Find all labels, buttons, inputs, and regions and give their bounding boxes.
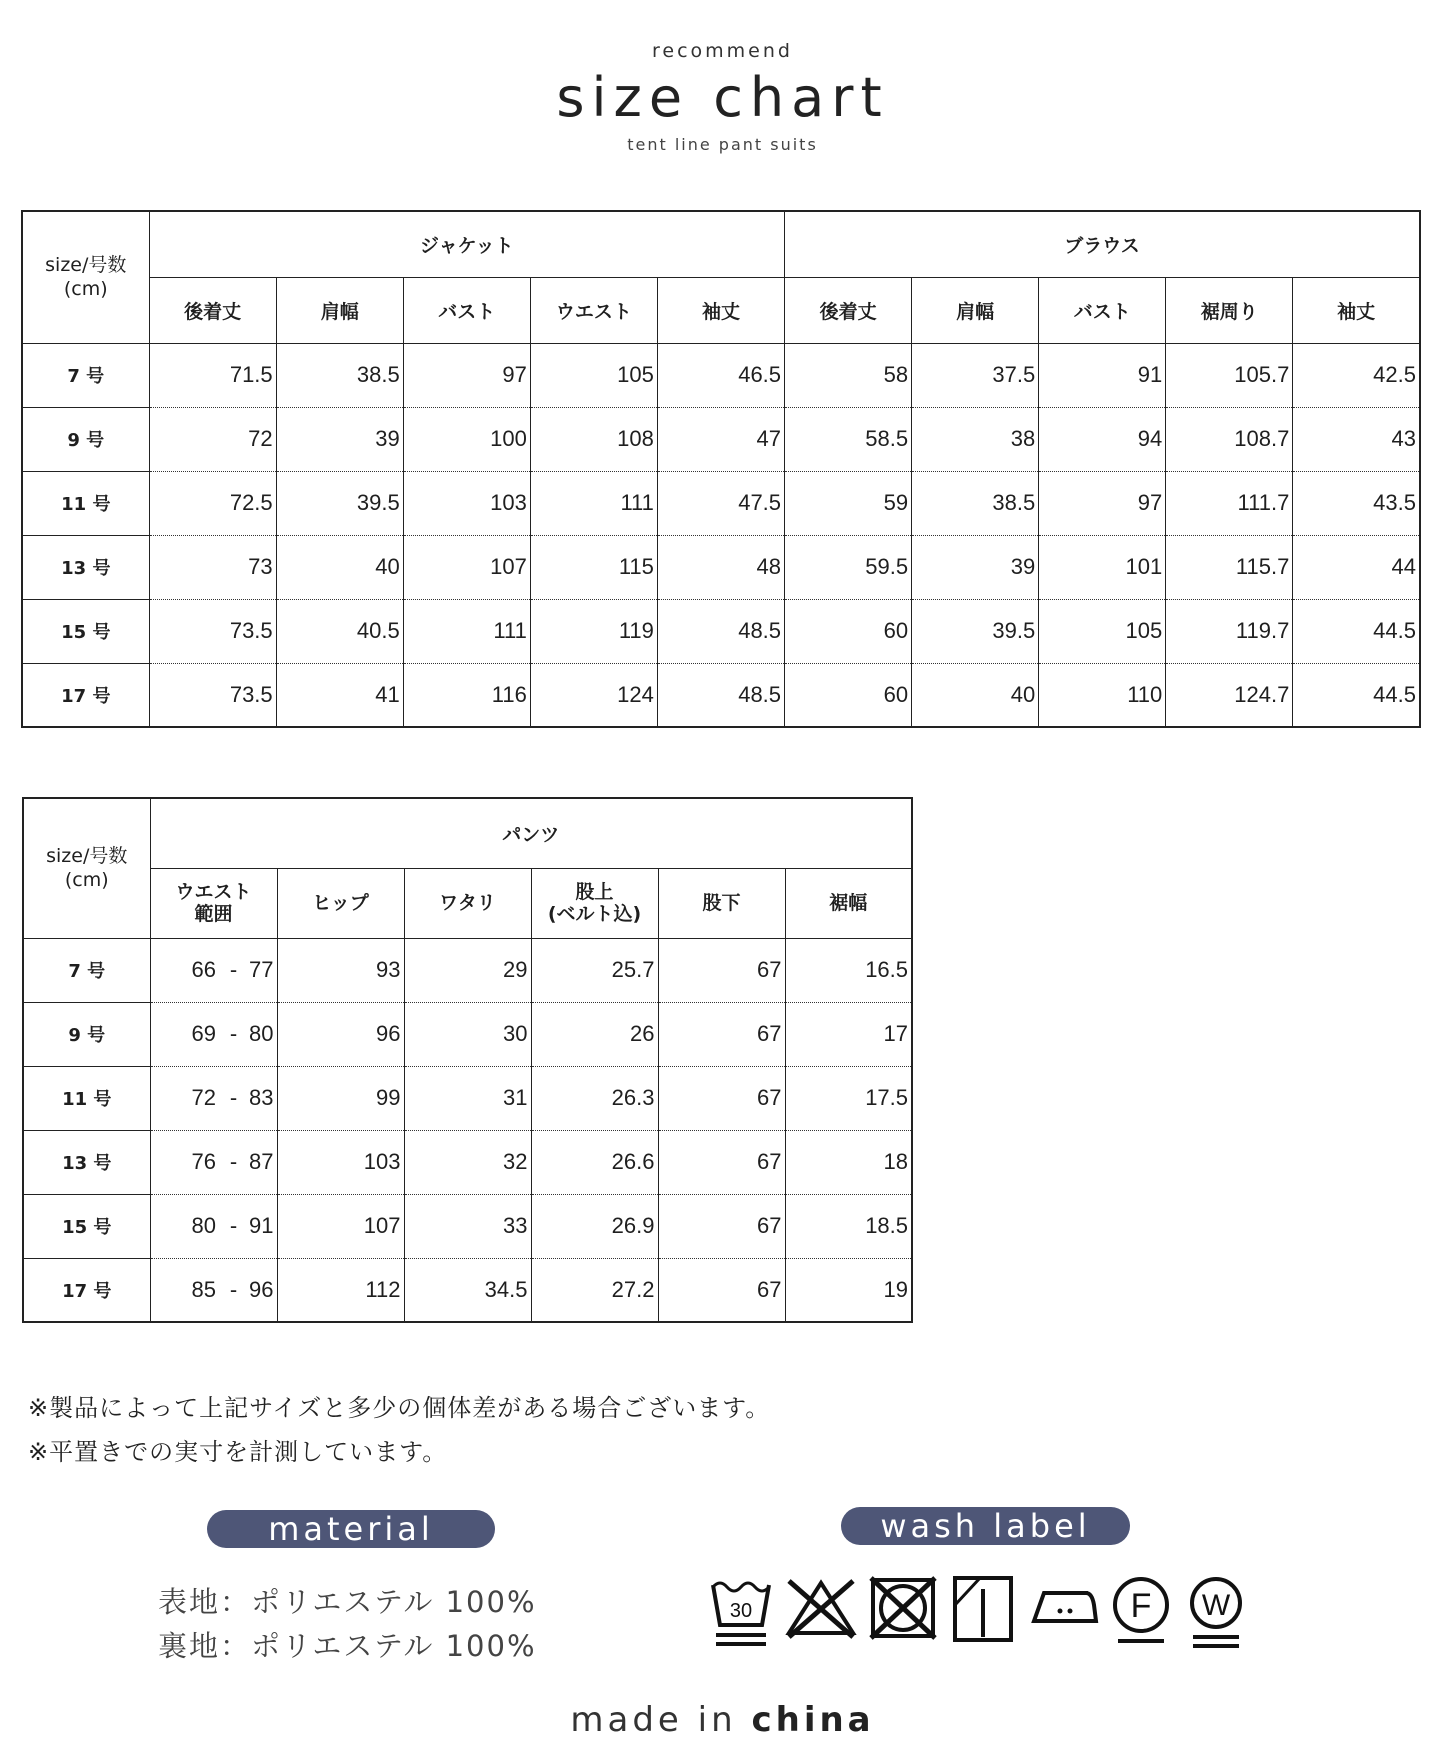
table-cell: 38.5 <box>912 471 1039 535</box>
table-cell: 60 <box>785 663 912 727</box>
bottom-size-table <box>22 797 913 1323</box>
table-cell: 31 <box>404 1066 531 1130</box>
waist-range-to: 96 <box>249 1276 274 1302</box>
column-header-line: ヒップ <box>312 892 369 914</box>
waist-range-from: 80 <box>191 1213 216 1238</box>
column-header-line: 裾幅 <box>829 892 868 914</box>
table-cell: 34.5 <box>404 1258 531 1322</box>
table-cell: 26 <box>531 1002 658 1066</box>
table-cell: 17.5 <box>785 1066 912 1130</box>
waist-range-to: 80 <box>249 1021 274 1046</box>
table-cell: 72 <box>149 407 276 471</box>
table-row <box>23 1194 912 1258</box>
table-cell: 67 <box>658 1002 785 1066</box>
table-cell: 58 <box>785 343 912 407</box>
column-header: バスト <box>403 277 530 343</box>
column-header: 袖丈 <box>657 277 784 343</box>
table-cell: 16.5 <box>785 938 912 1002</box>
notes <box>28 1386 770 1474</box>
column-header-line: ウエスト <box>175 881 252 903</box>
waist-range-cell <box>150 938 277 1002</box>
waist-range-from: 76 <box>191 1149 216 1174</box>
table-cell: 44 <box>1293 535 1420 599</box>
table-cell: 99 <box>277 1066 404 1130</box>
made-in-country: china <box>751 1700 875 1740</box>
table-cell: 47.5 <box>657 471 784 535</box>
waist-range-cell <box>150 1258 277 1322</box>
size-label: 11 号 <box>22 471 149 535</box>
column-header <box>404 868 531 938</box>
table-cell: 39 <box>912 535 1039 599</box>
table-cell: 111 <box>403 599 530 663</box>
size-header <box>23 798 150 938</box>
table-cell: 26.3 <box>531 1066 658 1130</box>
table-cell: 26.9 <box>531 1194 658 1258</box>
column-header-line: 範囲 <box>194 903 233 925</box>
table-row <box>22 343 1420 407</box>
table-cell: 101 <box>1039 535 1166 599</box>
waist-range-dash: - <box>229 1085 238 1110</box>
table-cell: 60 <box>785 599 912 663</box>
waist-range-dash: - <box>229 957 238 982</box>
table-cell: 103 <box>277 1130 404 1194</box>
column-header-line: 股上 <box>575 881 614 903</box>
iron-low-icon <box>1030 1575 1100 1633</box>
table-cell: 39 <box>276 407 403 471</box>
table-cell: 112 <box>277 1258 404 1322</box>
table-row <box>23 1258 912 1322</box>
table-cell: 107 <box>277 1194 404 1258</box>
waist-range-dash: - <box>229 1213 238 1238</box>
table-cell: 30 <box>404 1002 531 1066</box>
table-cell: 72.5 <box>149 471 276 535</box>
table-cell: 124 <box>530 663 657 727</box>
table-cell: 41 <box>276 663 403 727</box>
column-header-line: 股下 <box>702 892 741 914</box>
page-title: size chart <box>556 66 889 129</box>
table-cell: 73.5 <box>149 663 276 727</box>
table-cell: 44.5 <box>1293 663 1420 727</box>
material-line-outer: 表地：ポリエステル 100% <box>158 1585 537 1619</box>
table-cell: 96 <box>277 1002 404 1066</box>
size-label: 13 号 <box>23 1130 150 1194</box>
table-row <box>22 599 1420 663</box>
waist-range-to: 91 <box>249 1213 274 1238</box>
column-header-line: ワタリ <box>439 892 496 914</box>
table-cell: 67 <box>658 938 785 1002</box>
table-cell: 91 <box>1039 343 1166 407</box>
waist-range-to: 87 <box>249 1149 274 1174</box>
waist-range-to: 77 <box>249 957 274 982</box>
table-row <box>23 1002 912 1066</box>
waist-range-dash: - <box>229 1276 238 1302</box>
table-cell: 124.7 <box>1166 663 1293 727</box>
size-header-label: size/号数 <box>46 845 128 868</box>
waist-range-cell <box>150 1002 277 1066</box>
size-label: 11 号 <box>23 1066 150 1130</box>
table-cell: 59 <box>785 471 912 535</box>
column-header <box>277 868 404 938</box>
dry-clean-f-icon <box>1110 1575 1172 1647</box>
size-header <box>22 211 149 343</box>
table-cell: 40 <box>912 663 1039 727</box>
table-row <box>23 938 912 1002</box>
table-cell: 100 <box>403 407 530 471</box>
table-cell: 39.5 <box>276 471 403 535</box>
top-size-table <box>21 210 1421 728</box>
table-cell: 67 <box>658 1194 785 1258</box>
table-cell: 105 <box>1039 599 1166 663</box>
table-cell: 107 <box>403 535 530 599</box>
table-cell: 103 <box>403 471 530 535</box>
header <box>0 40 1445 154</box>
table-cell: 67 <box>658 1066 785 1130</box>
made-in-footer <box>0 1700 1445 1740</box>
size-label: 17 号 <box>22 663 149 727</box>
size-label: 17 号 <box>23 1258 150 1322</box>
column-header <box>150 868 277 938</box>
table-cell: 44.5 <box>1293 599 1420 663</box>
size-label: 7 号 <box>22 343 149 407</box>
waist-range-from: 66 <box>191 957 216 982</box>
column-header: バスト <box>1039 277 1166 343</box>
table-cell: 58.5 <box>785 407 912 471</box>
wet-clean-letter: W <box>1201 1589 1231 1622</box>
table-row <box>23 1130 912 1194</box>
column-header-line: (ベルト込) <box>547 903 642 925</box>
table-cell: 67 <box>658 1258 785 1322</box>
table-cell: 38 <box>912 407 1039 471</box>
no-bleach-icon <box>783 1575 859 1641</box>
table-cell: 59.5 <box>785 535 912 599</box>
table-cell: 38.5 <box>276 343 403 407</box>
waist-range-to: 83 <box>249 1085 274 1110</box>
table-cell: 40 <box>276 535 403 599</box>
waist-range-cell <box>150 1130 277 1194</box>
table-cell: 119 <box>530 599 657 663</box>
table-cell: 43 <box>1293 407 1420 471</box>
table-cell: 97 <box>403 343 530 407</box>
table-cell: 97 <box>1039 471 1166 535</box>
size-label: 9 号 <box>23 1002 150 1066</box>
note-line: ※製品によって上記サイズと多少の個体差がある場合ございます。 <box>28 1394 771 1422</box>
column-header <box>658 868 785 938</box>
material-list <box>158 1580 537 1668</box>
table-cell: 115.7 <box>1166 535 1293 599</box>
size-label: 13 号 <box>22 535 149 599</box>
table-cell: 43.5 <box>1293 471 1420 535</box>
table-cell: 48 <box>657 535 784 599</box>
table-cell: 26.6 <box>531 1130 658 1194</box>
table-cell: 27.2 <box>531 1258 658 1322</box>
size-label: 15 号 <box>23 1194 150 1258</box>
material-line-lining: 裏地：ポリエステル 100% <box>158 1629 537 1663</box>
group-header-jacket: ジャケット <box>149 211 784 277</box>
waist-range-dash: - <box>229 1021 238 1046</box>
table-cell: 93 <box>277 938 404 1002</box>
size-header-label: size/号数 <box>45 254 127 277</box>
table-cell: 46.5 <box>657 343 784 407</box>
size-label: 15 号 <box>22 599 149 663</box>
waist-range-from: 85 <box>191 1276 216 1302</box>
drip-dry-shade-icon <box>952 1575 1014 1643</box>
wet-clean-w-icon <box>1185 1575 1247 1651</box>
table-cell: 39.5 <box>912 599 1039 663</box>
column-header <box>531 868 658 938</box>
table-cell: 40.5 <box>276 599 403 663</box>
table-cell: 29 <box>404 938 531 1002</box>
size-label: 9 号 <box>22 407 149 471</box>
table-cell: 18 <box>785 1130 912 1194</box>
table-cell: 111.7 <box>1166 471 1293 535</box>
table-row <box>22 535 1420 599</box>
note-line: ※平置きでの実寸を計測しています。 <box>28 1438 448 1466</box>
column-header <box>785 868 912 938</box>
table-cell: 73 <box>149 535 276 599</box>
table-cell: 108.7 <box>1166 407 1293 471</box>
table-cell: 119.7 <box>1166 599 1293 663</box>
table-row <box>22 471 1420 535</box>
page-subtitle: tent line pant suits <box>627 135 818 154</box>
table-row <box>22 407 1420 471</box>
table-cell: 37.5 <box>912 343 1039 407</box>
table-cell: 17 <box>785 1002 912 1066</box>
table-cell: 19 <box>785 1258 912 1322</box>
column-header: 肩幅 <box>912 277 1039 343</box>
group-header-pants: パンツ <box>150 798 912 868</box>
table-cell: 18.5 <box>785 1194 912 1258</box>
table-cell: 116 <box>403 663 530 727</box>
table-cell: 48.5 <box>657 599 784 663</box>
column-header: 後着丈 <box>785 277 912 343</box>
waist-range-dash: - <box>229 1149 238 1174</box>
waist-range-from: 69 <box>191 1021 216 1046</box>
dry-clean-letter: F <box>1130 1587 1152 1625</box>
group-header-blouse: ブラウス <box>785 211 1420 277</box>
table-cell: 105.7 <box>1166 343 1293 407</box>
table-cell: 71.5 <box>149 343 276 407</box>
wash-30-icon <box>710 1575 772 1649</box>
table-cell: 48.5 <box>657 663 784 727</box>
table-cell: 94 <box>1039 407 1166 471</box>
made-in-label: made in <box>570 1700 737 1740</box>
table-cell: 73.5 <box>149 599 276 663</box>
column-header: 袖丈 <box>1293 277 1420 343</box>
size-header-unit: (cm) <box>63 278 108 301</box>
table-cell: 111 <box>530 471 657 535</box>
column-header: 後着丈 <box>149 277 276 343</box>
table-cell: 115 <box>530 535 657 599</box>
column-header: ウエスト <box>530 277 657 343</box>
table-cell: 25.7 <box>531 938 658 1002</box>
no-tumble-dry-icon <box>868 1575 938 1641</box>
table-cell: 108 <box>530 407 657 471</box>
table-cell: 33 <box>404 1194 531 1258</box>
wash-temp-label: 30 <box>729 1600 753 1622</box>
table-cell: 47 <box>657 407 784 471</box>
table-cell: 110 <box>1039 663 1166 727</box>
table-cell: 32 <box>404 1130 531 1194</box>
wash-icons <box>700 1575 1260 1655</box>
waist-range-cell <box>150 1066 277 1130</box>
recommend-label: recommend <box>652 40 793 62</box>
size-label: 7 号 <box>23 938 150 1002</box>
table-cell: 42.5 <box>1293 343 1420 407</box>
waist-range-cell <box>150 1194 277 1258</box>
wash-label-badge: wash label <box>841 1507 1130 1545</box>
column-header: 裾周り <box>1166 277 1293 343</box>
table-row <box>22 663 1420 727</box>
table-cell: 105 <box>530 343 657 407</box>
table-row <box>23 1066 912 1130</box>
table-cell: 67 <box>658 1130 785 1194</box>
column-header: 肩幅 <box>276 277 403 343</box>
waist-range-from: 72 <box>191 1085 216 1110</box>
material-badge: material <box>207 1510 495 1548</box>
size-header-unit: (cm) <box>64 869 109 892</box>
